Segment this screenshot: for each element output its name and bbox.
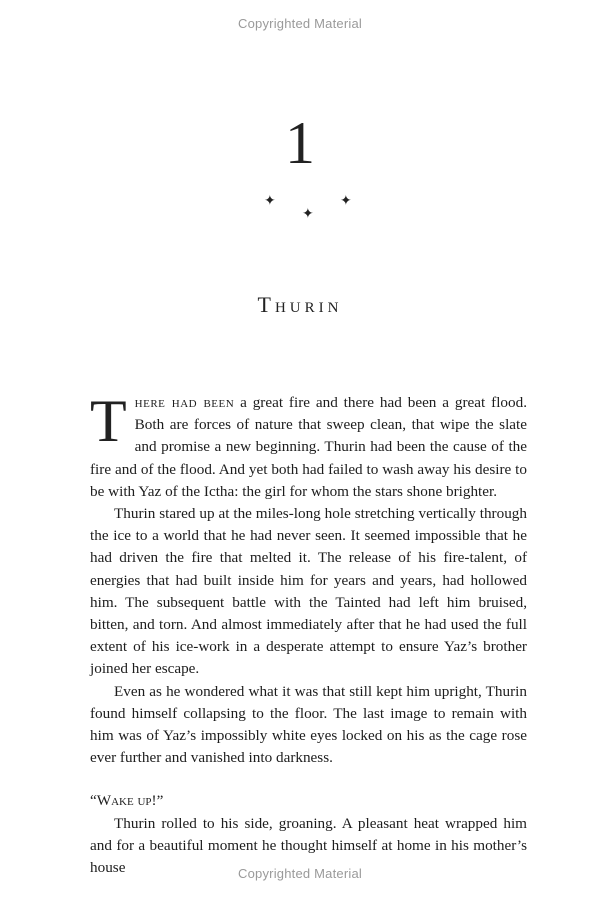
paragraph-4: “Wake up!” <box>90 792 164 810</box>
copyright-watermark-bottom: Copyrighted Material <box>238 866 362 881</box>
chapter-title: Thurin <box>257 292 343 317</box>
star-icon: ✦ <box>302 207 314 222</box>
opening-small-caps: here had been <box>134 394 235 411</box>
paragraph-3: Even as he wondered what it was that still kept him upright, Thurin found himself collapsing to the floor. The last image to remain with him was of Yaz’s impossibly white eyes locked on his as the cage rose ever further and vanished into darkness. <box>90 682 527 767</box>
paragraph-5: Thurin rolled to his side, groaning. A pleasant heat wrapped him and for a beautiful moment he thought himself at home in his mother’s house <box>90 814 527 877</box>
paragraph-1 <box>90 388 527 503</box>
star-icon: ✦ <box>340 194 352 209</box>
star-icon: ✦ <box>264 194 276 209</box>
drop-cap: T <box>90 388 127 454</box>
chapter-number: 1 <box>285 110 315 176</box>
chapter-body <box>90 388 527 879</box>
paragraph-2: Thurin stared up at the miles-long hole stretching vertically through the ice to a world that he had never seen. It seemed impossible that he had driven the fire that melted it. The release of his fire-talent, of energies that had built inside him for years and years, had hollowed him. The subsequent battle with the Tainted had left him bruised, bitten, and torn. And almost immediately after that he had used the full extent of his ice-work in a desperate attempt to ensure Yaz’s brother joined her escape. <box>90 505 527 678</box>
chapter-ornament <box>0 190 600 230</box>
copyright-watermark-top: Copyrighted Material <box>238 16 362 31</box>
paragraph-1-text: a great fire and there had been a great flood. Both are forces of nature that sweep clean, that wipe the slate and promise a new beginning. Thurin had been the cause of the fire and of the flood. And yet both had failed to wash away his desire to be with Yaz of the Ictha: the girl for whom the stars shone brighter. <box>90 394 527 500</box>
section-break <box>90 769 527 790</box>
